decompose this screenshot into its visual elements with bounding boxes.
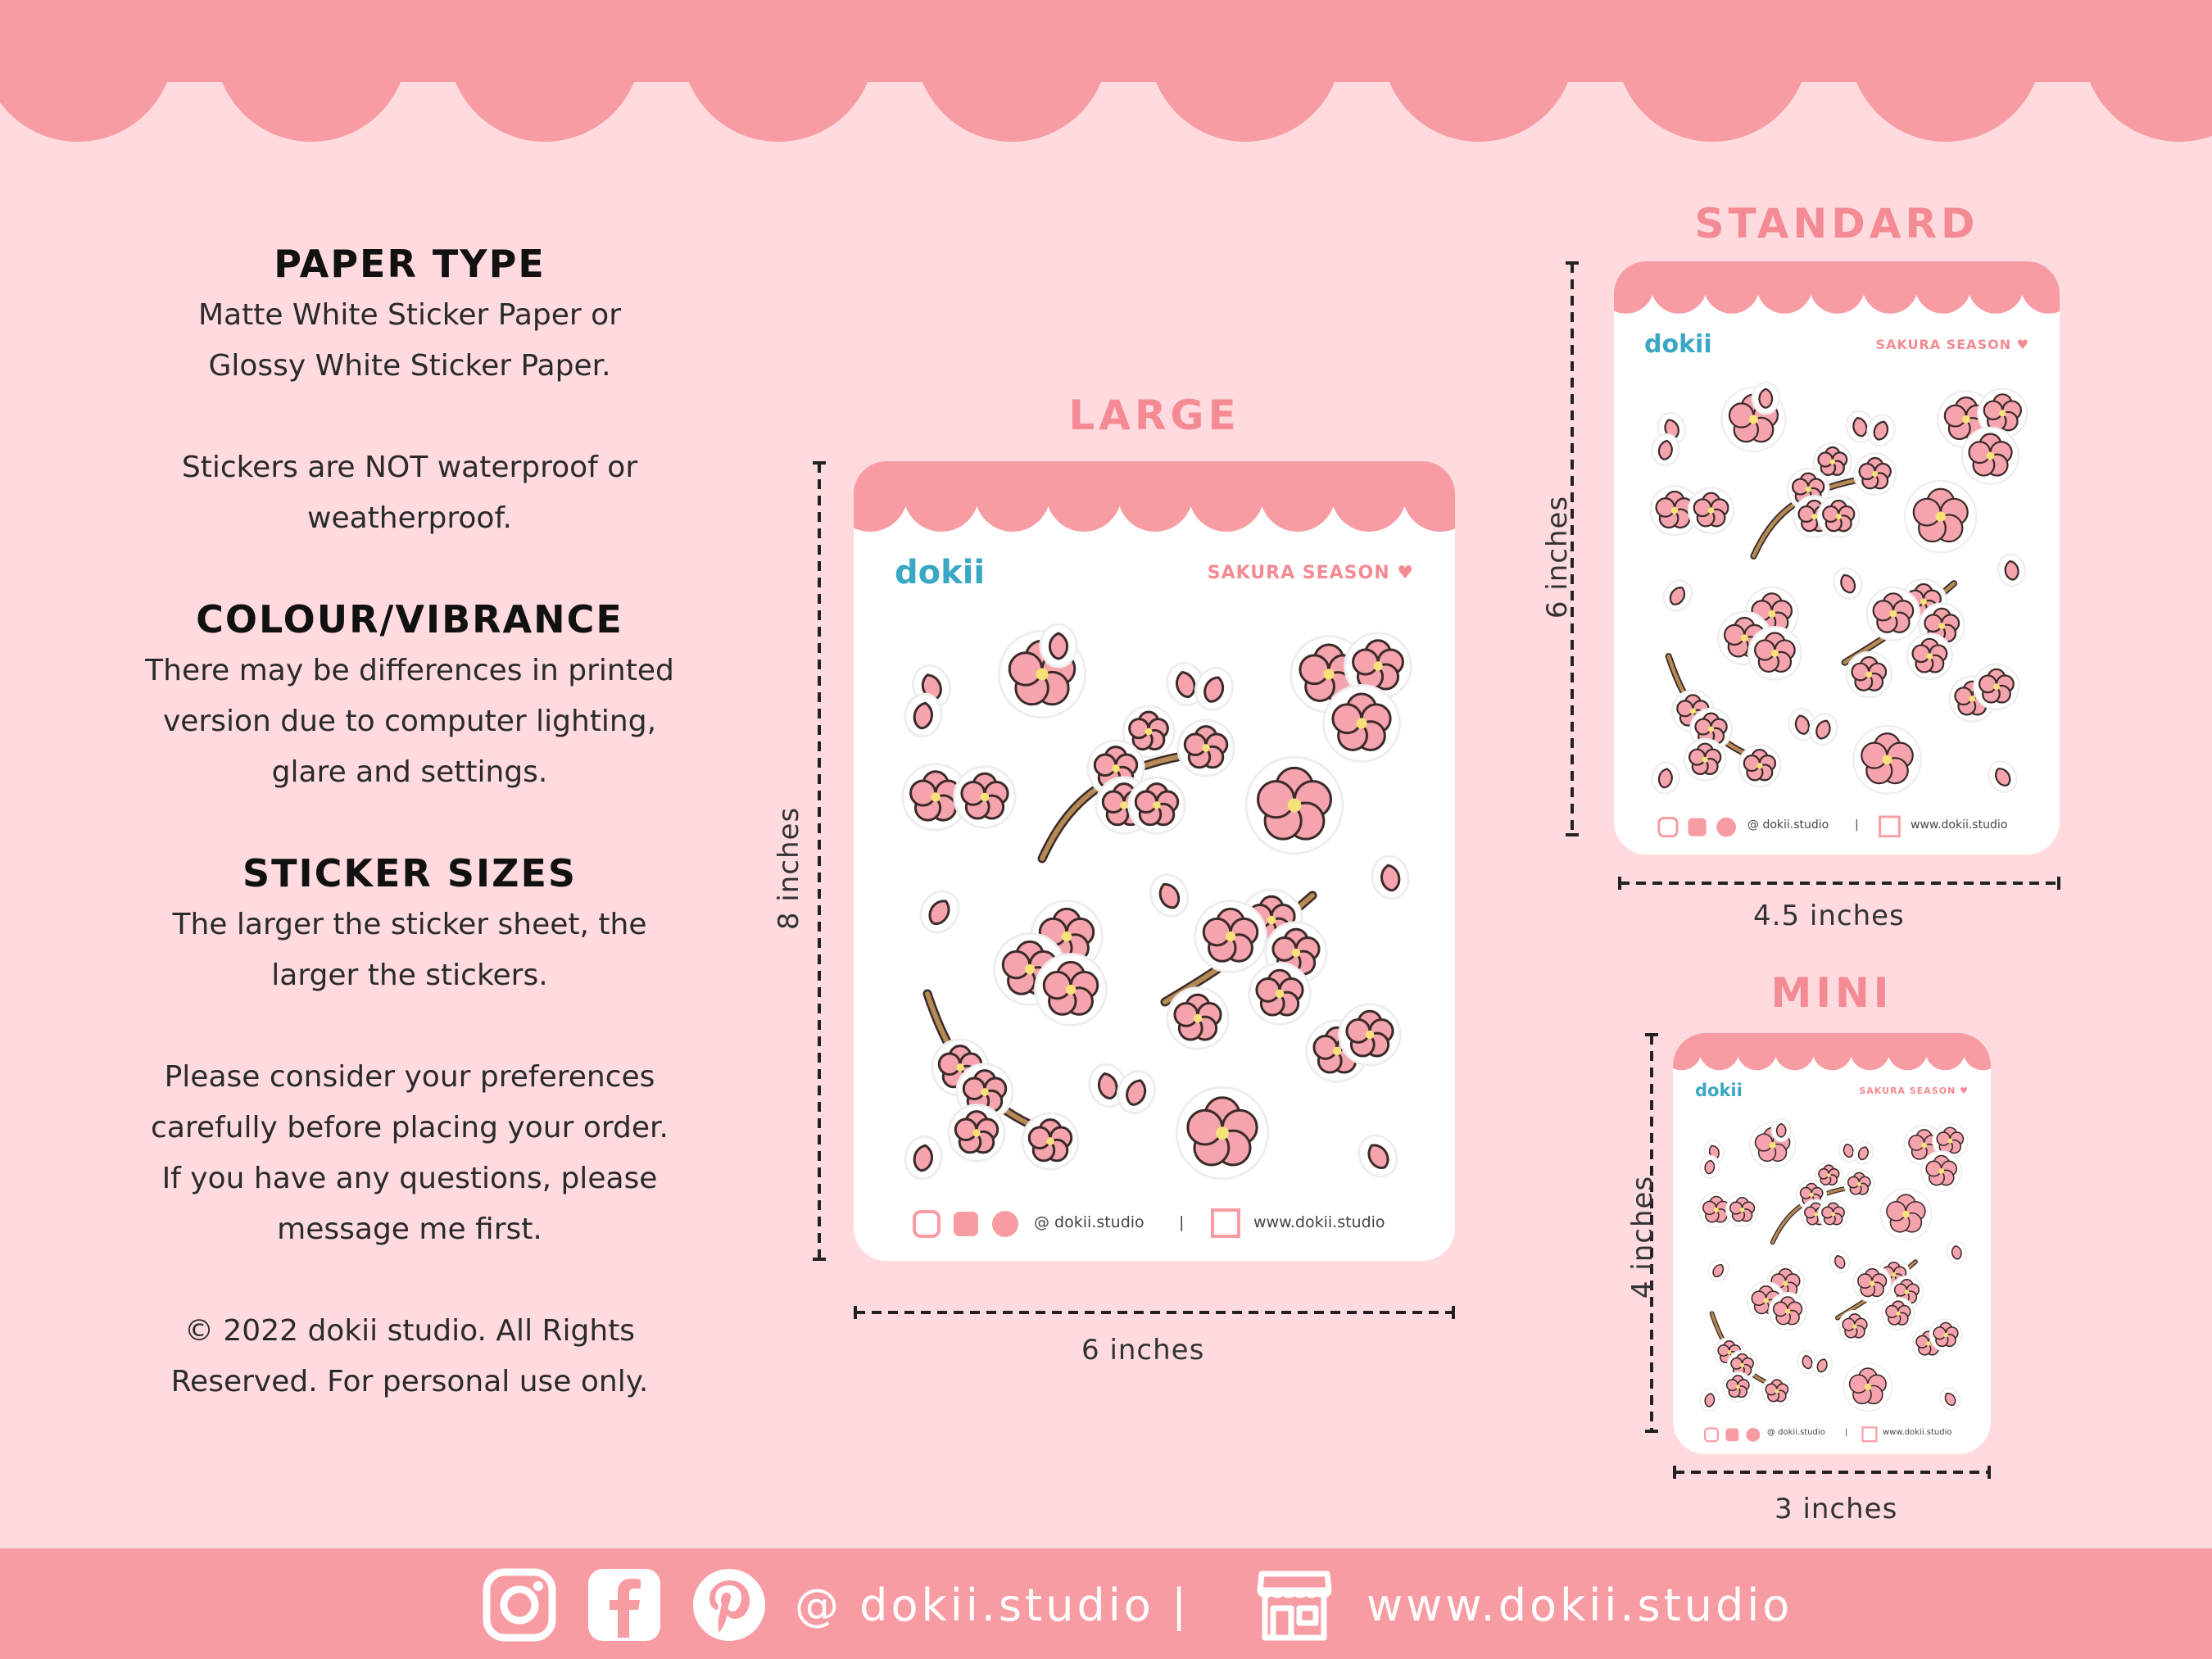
sakura-flower [1176,1087,1268,1179]
sakura-flower [1844,1169,1874,1199]
sakura-flower [949,1105,1004,1161]
sakura-flower [1843,1362,1892,1411]
sakura-flower [1195,901,1267,972]
sakura-petal [1040,624,1077,667]
sakura-petal [1705,1256,1733,1285]
sakura-petal [1144,868,1194,922]
order-note: Please consider your preferences carefully before placing your order. If you have any questions, please message me first. [151,1060,669,1246]
sakura-petal [1945,1240,1968,1265]
sheet-website: www.dokii.studio [1911,818,2008,832]
mini-size-label: MINI [1770,969,1893,1017]
sakura-petal [1658,575,1698,616]
sakura-flower [1324,686,1400,762]
sakura-petal [1826,1248,1853,1276]
sakura-petal [1369,854,1412,902]
paper-type-body: Matte White Sticker Paper or Glossy White Sticker Paper. [197,298,621,383]
sakura-flower [1819,1199,1848,1229]
sakura-flower [1726,1194,1758,1226]
sakura-flower [1838,1311,1870,1343]
large-height-line [811,461,827,1261]
mini-height-label: 4 inches [1626,1175,1660,1299]
sakura-flower [1129,777,1185,833]
sheet-separator: | [1845,1428,1848,1437]
sheet-handle: @ dokii.studio [1747,818,1829,832]
standard-size-label: STANDARD [1694,200,1979,247]
sakura-flower [1684,739,1726,781]
mini-sticker-sheet [1673,1033,1991,1454]
sakura-petal [1752,383,1779,415]
sakura-flower [1905,481,1976,552]
sakura-flower [1853,726,1921,794]
sakura-petal [1829,564,1866,604]
sakura-flower [1854,453,1896,495]
large-width-label: 6 inches [1081,1334,1205,1367]
sakura-flower [1867,587,1920,640]
sakura-flower [1748,627,1801,679]
waterproof-note: Stickers are NOT waterproof or weatherproof. [181,451,638,535]
standard-width-line [1618,875,2060,891]
sticker-group [902,624,1412,1184]
facebook-icon [587,1567,662,1643]
sakura-flower [1818,496,1860,537]
sakura-flower [1723,1372,1752,1402]
colour-vibrance-title: COLOUR/VIBRANCE [196,597,623,641]
sakura-petal [1698,1387,1721,1412]
top-scallop-band [0,0,2212,143]
sheet-series-title: SAKURA SEASON ♥ [1859,1086,1969,1096]
shop-icon [1255,1567,1334,1643]
sakura-flower [1880,1189,1931,1240]
sheet-separator: | [1179,1213,1185,1231]
sakura-flower [1739,745,1781,786]
standard-height-label: 6 inches [1541,495,1575,619]
copyright-note: © 2022 dokii studio. All Rights Reserved. For personal use only. [170,1314,649,1398]
sakura-flower [1022,1113,1078,1169]
sticker-group [1698,1119,1968,1413]
sheet-series-title: SAKURA SEASON ♥ [1207,563,1414,583]
sheet-scallop-header [1614,261,2060,314]
sakura-flower [1921,1151,1961,1191]
pinterest-icon [691,1567,767,1643]
mini-width-line [1673,1464,1991,1480]
sheet-separator: | [1855,818,1859,832]
sakura-petal [1772,1119,1791,1141]
sakura-flower [1249,963,1310,1024]
sheet-brand-logo: dokii [895,554,986,592]
info-column [98,238,721,1407]
sticker-sizes-body: The larger the sticker sheet, the larger the stickers. [172,908,647,992]
sheet-website: www.dokii.studio [1253,1213,1385,1231]
sakura-flower [1882,1298,1914,1330]
sheet-brand-logo: dokii [1644,330,1712,359]
sakura-petal [913,884,966,939]
sakura-flower [1178,720,1234,776]
sakura-petal [902,1134,945,1182]
large-height-label: 8 inches [773,806,806,931]
instagram-icon [482,1567,557,1643]
sakura-flower [1907,634,1952,679]
sheet-website: www.dokii.studio [1883,1428,1952,1437]
mini-width-label: 3 inches [1775,1493,1898,1525]
sakura-petal [1996,552,2028,588]
large-width-line [854,1304,1455,1321]
sakura-flower [1769,1293,1806,1330]
sakura-petal [1352,1128,1404,1183]
sakura-flower [1929,1319,1961,1351]
colour-vibrance-body: There may be differences in printed version due to computer lighting, glare and settings. [145,654,674,789]
sakura-flower [1688,488,1734,533]
sheet-handle: @ dokii.studio [1767,1428,1825,1437]
sakura-petal [1936,1385,1964,1413]
sakura-flower [1246,757,1343,854]
sakura-petal [1983,756,2023,797]
paper-type-title: PAPER TYPE [274,242,546,286]
footer-website: www.dokii.studio [1367,1580,1793,1631]
sakura-flower [954,767,1015,827]
sakura-flower [1962,428,2019,484]
standard-sticker-sheet [1614,261,2060,854]
sheet-scallop-header [854,461,1455,532]
sticker-sizes-title: STICKER SIZES [242,851,578,895]
footer-handle: @ dokii.studio [795,1580,1154,1631]
large-sticker-sheet [854,461,1455,1261]
sakura-flower [1339,1004,1400,1065]
sakura-petal [1650,760,1682,796]
large-size-label: LARGE [1068,392,1240,439]
sheet-brand-logo: dokii [1695,1081,1743,1100]
sakura-flower [1853,1265,1891,1303]
sheet-scallop-header [1673,1033,1991,1070]
footer-separator: | [1172,1580,1190,1631]
sheet-series-title: SAKURA SEASON ♥ [1875,337,2029,352]
sakura-flower [1167,988,1228,1049]
sheet-handle: @ dokii.studio [1034,1213,1145,1231]
sakura-flower [1036,954,1107,1026]
sakura-flower [1762,1376,1792,1406]
standard-width-label: 4.5 inches [1753,900,1905,932]
sakura-flower [1974,664,2019,709]
sticker-group [1650,383,2028,797]
sakura-flower [1847,652,1892,697]
